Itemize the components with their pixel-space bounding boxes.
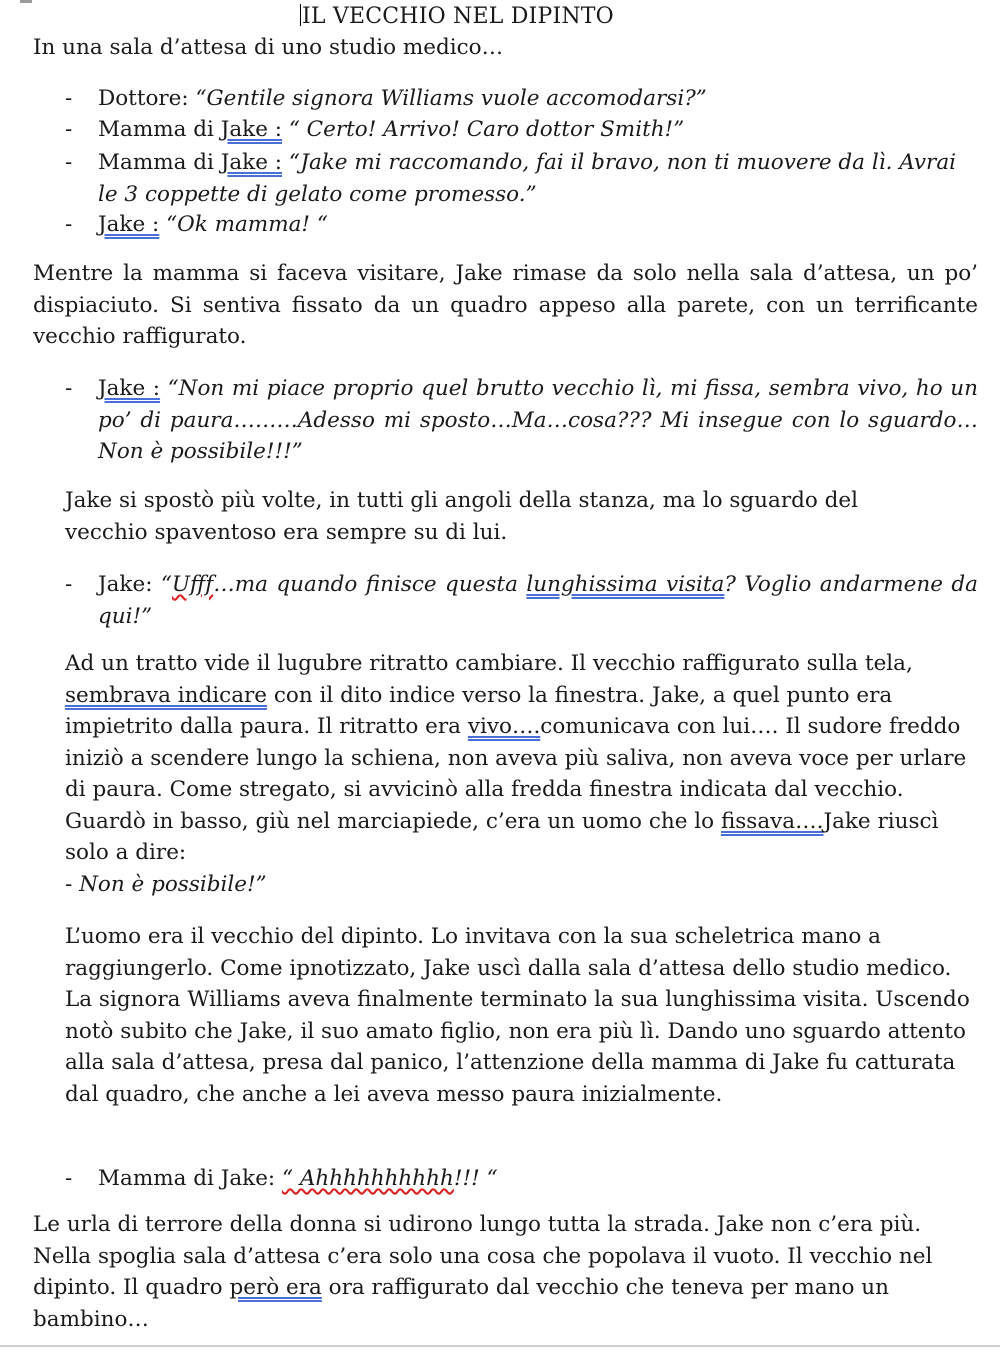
- speaker-jake: Jake :: [98, 212, 160, 237]
- dialog-text: [98, 1163, 978, 1195]
- dialog-text: [98, 83, 978, 115]
- quote: !!! “: [453, 1166, 498, 1191]
- list-dash: -: [65, 376, 73, 401]
- text-run: con il dito indice verso la finestra. Jake, a quel punto era impietrito dalla paura. Il ritratto era: [65, 682, 893, 739]
- dialog-text: [98, 373, 978, 468]
- dialog-line: [65, 83, 978, 115]
- misspelled-word: “ Ahhhhhhhhhh: [282, 1166, 454, 1191]
- list-dash: -: [65, 572, 73, 597]
- speaker: Mamma di Jake:: [98, 1166, 282, 1191]
- paragraph-2: Jake si spostò più volte, in tutti gli angoli della stanza, ma lo sguardo del vecchio spaventoso era sempre su di lui.: [65, 488, 859, 545]
- paragraph-3: [65, 648, 970, 900]
- grammar-flag: vivo….: [467, 714, 541, 739]
- paragraph-4: L’uomo era il vecchio del dipinto. Lo invitava con la sua scheletrica mano a raggiungerlo. Come ipnotizzato, Jake uscì dalla sala d’attesa dello studio medico. La signora Williams aveva finalmente terminato la sua lunghissima visita. Uscendo notò subito che Jake, il suo amato figlio, non era più lì. Dando uno sguardo attento alla sala d’attesa, presa dal panico, l’attenzione della mamma di Jake fu catturata dal quadro, che anche a lei aveva messo paura inizialmente.: [65, 924, 970, 1107]
- speaker: Mamma di: [98, 150, 221, 175]
- list-dash: -: [65, 117, 73, 142]
- document-title: [0, 3, 1000, 31]
- grammar-flag: fissava….: [720, 808, 824, 834]
- quote: “Ok mamma! “: [159, 212, 328, 237]
- paragraph-5: [33, 1209, 978, 1335]
- paragraph-1: Mentre la mamma si faceva visitare, Jake rimase da solo nella sala d’attesa, un po’ dispiaciuto. Si sentiva fissato da un quadro appeso alla parete, con un terrificante vecchio raffigurato.: [33, 261, 978, 349]
- dialog-line: [65, 373, 978, 468]
- quote-open: “: [160, 572, 172, 597]
- quote: “Non mi piace proprio quel brutto vecchio lì, mi fissa, sembra vivo, ho un po’ di paura………Adesso mi sposto…Ma…cosa??? Mi insegue con lo sguardo…Non è possibile!!!”: [98, 376, 978, 464]
- dialog-line: [65, 1163, 978, 1195]
- text-run: Jake riuscì solo a dire:: [65, 808, 939, 865]
- dialog-text: [98, 147, 978, 210]
- speaker: Jake:: [98, 572, 161, 597]
- misspelled-word: Ufff: [171, 572, 214, 597]
- grammar-flag: però era: [229, 1275, 322, 1300]
- quote: - Non è possibile!”: [65, 871, 267, 897]
- quote: “Gentile signora Williams vuole accomodarsi?”: [195, 86, 707, 111]
- dialog-text: [98, 209, 978, 241]
- grammar-flag: lunghissima visita: [526, 572, 725, 597]
- speaker: Mamma di: [98, 117, 221, 142]
- page-bottom-edge: [0, 1345, 1000, 1347]
- speaker-jake: Jake :: [220, 117, 283, 142]
- quote: …ma quando finisce questa: [213, 572, 527, 597]
- text-cursor: [300, 4, 301, 26]
- list-dash: -: [65, 212, 73, 237]
- quote: “ Certo! Arrivo! Caro dottor Smith!”: [282, 117, 685, 142]
- text-run: Ad un tratto vide il lugubre ritratto cambiare. Il vecchio raffigurato sulla tela,: [65, 651, 913, 676]
- quote: “Jake mi raccomando, fai il bravo, non ti muovere da lì. Avrai le 3 coppette di gelato come promesso.”: [98, 150, 957, 207]
- dialog-line: [65, 114, 978, 146]
- dialog-line: [65, 147, 978, 210]
- dialog-line: [65, 209, 978, 241]
- title-text: IL VECCHIO NEL DIPINTO: [302, 4, 614, 29]
- speaker-jake: Jake :: [98, 376, 161, 401]
- dialog-line: [65, 569, 978, 632]
- text-run: Le urla di terrore della donna si udirono lungo tutta la strada. Jake non c’era più. Nella spoglia sala d’attesa c’era solo una cosa che popolava il vuoto. Il vecchio nel dipinto. Il quadro: [33, 1212, 933, 1300]
- speaker-jake: Jake :: [220, 150, 283, 175]
- list-dash: -: [65, 86, 73, 111]
- intro-paragraph: In una sala d’attesa di uno studio medico…: [33, 35, 504, 60]
- grammar-flag: sembrava indicare: [65, 682, 268, 708]
- text-run: comunicava con lui…. Il sudore freddo iniziò a scendere lungo la schiena, non aveva più saliva, non aveva voce per urlare di paura. Come stregato, si avvicinò alla fredda finestra indicata dal vecchio. Guardò in basso, giù nel marciapiede, c’era un uomo che lo: [65, 714, 967, 834]
- dialog-text: [98, 114, 978, 146]
- quote: ? Voglio andarmene da qui!”: [98, 572, 978, 629]
- dialog-text: [98, 569, 978, 632]
- text-run: ora raffigurato dal vecchio che teneva per mano un bambino…: [33, 1275, 889, 1332]
- list-dash: -: [65, 1166, 73, 1191]
- list-dash: -: [65, 150, 73, 175]
- speaker: Dottore:: [98, 86, 189, 111]
